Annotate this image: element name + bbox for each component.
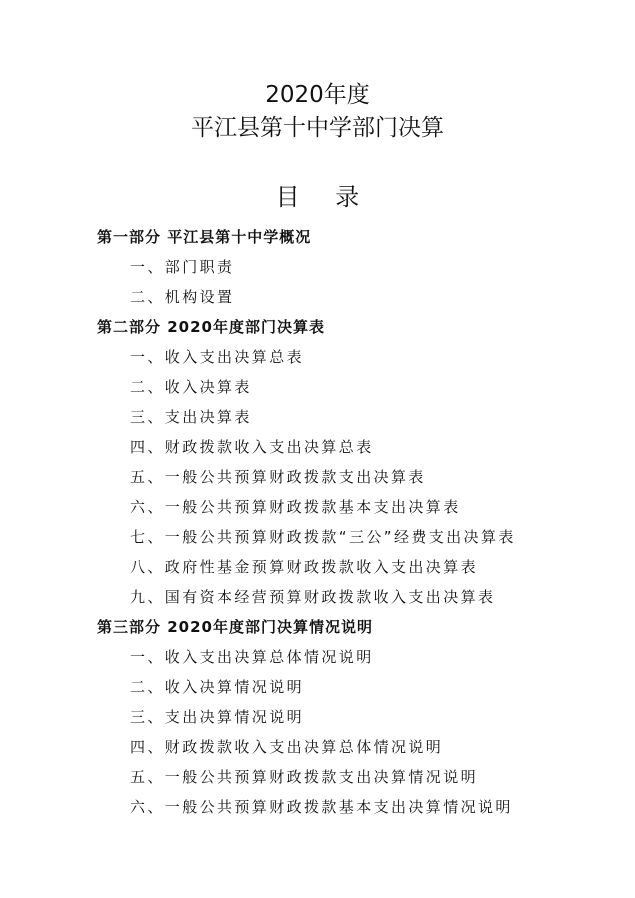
document-title-name: 平江县第十中学部门决算 [191,115,444,141]
toc-part-3: 第三部分 2020年度部门决算情况说明 [97,618,373,636]
toc-item: 六、一般公共预算财政拨款基本支出决算表 [130,498,461,516]
toc-item: 六、一般公共预算财政拨款基本支出决算情况说明 [130,798,513,816]
toc-item: 五、一般公共预算财政拨款支出决算情况说明 [130,768,479,786]
toc-item: 四、财政拨款收入支出决算总表 [130,438,374,456]
toc-item: 九、国有资本经营预算财政拨款收入支出决算表 [130,588,496,606]
toc-heading: 目 录 [275,183,374,211]
toc-part-2: 第二部分 2020年度部门决算表 [97,318,325,336]
toc-item: 七、一般公共预算财政拨款“三公”经费支出决算表 [130,528,516,546]
table-of-contents [0,222,635,822]
toc-item: 一、部门职责 [130,258,235,276]
toc-item: 二、机构设置 [130,288,235,306]
toc-item: 二、收入决算情况说明 [130,678,305,696]
toc-item: 一、收入支出决算总表 [130,348,305,366]
document-title-year: 2020年度 [265,82,370,108]
toc-item: 三、支出决算表 [130,408,252,426]
toc-item: 八、政府性基金预算财政拨款收入支出决算表 [130,558,479,576]
toc-item: 一、收入支出决算总体情况说明 [130,648,374,666]
toc-item: 四、财政拨款收入支出决算总体情况说明 [130,738,444,756]
toc-part-1: 第一部分 平江县第十中学概况 [97,228,312,246]
toc-item: 五、一般公共预算财政拨款支出决算表 [130,468,426,486]
toc-item: 二、收入决算表 [130,378,252,396]
toc-item: 三、支出决算情况说明 [130,708,305,726]
